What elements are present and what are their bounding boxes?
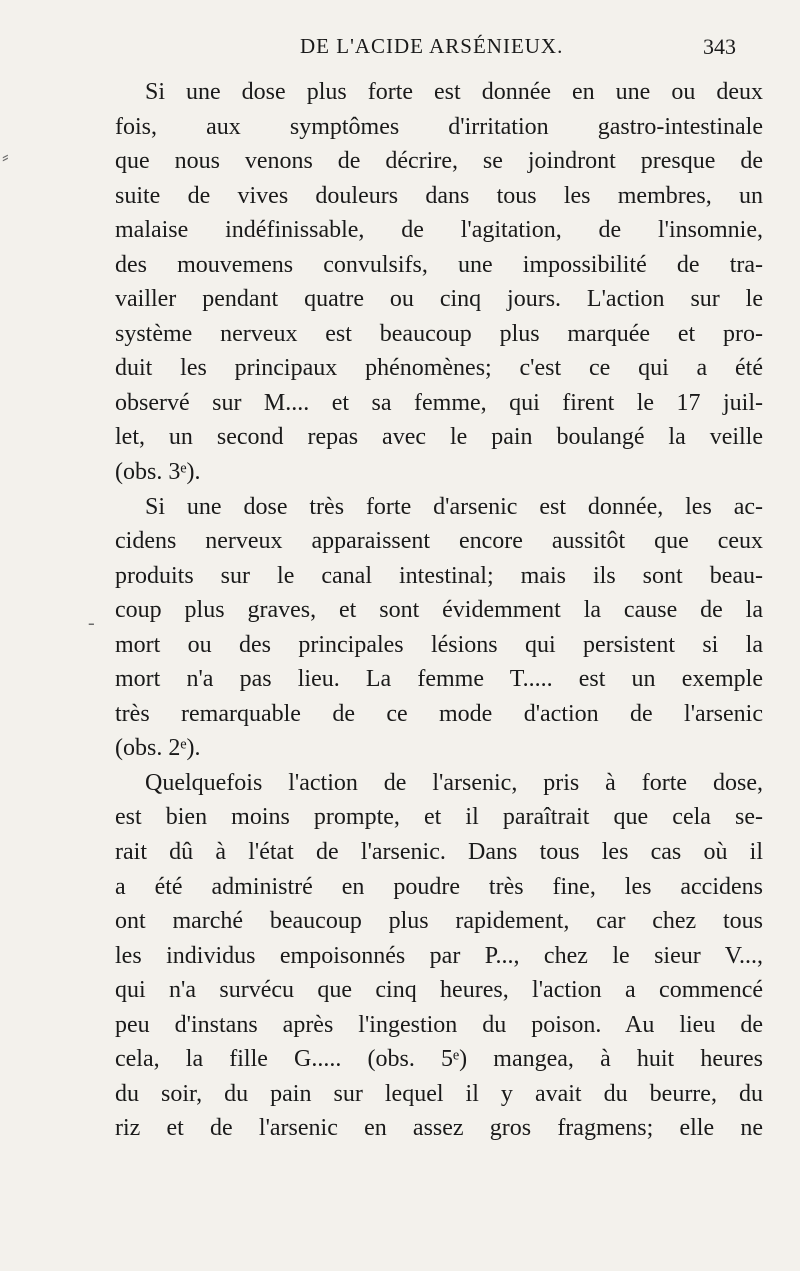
text-line: cidens nerveux apparaissent encore aussitôt que ceux xyxy=(115,528,763,555)
text-line: (obs. 2ᵉ). xyxy=(115,735,201,762)
running-title: DE L'ACIDE ARSÉNIEUX. xyxy=(300,34,564,58)
text-line: mort n'a pas lieu. La femme T..... est un exemple xyxy=(115,666,763,693)
text-line: des mouvemens convulsifs, une impossibilité de tra- xyxy=(115,251,763,278)
text-line: (obs. 3ᵉ). xyxy=(115,459,201,486)
text-line: mort ou des principales lésions qui persistent si la xyxy=(115,631,763,658)
text-line: coup plus graves, et sont évidemment la cause de la xyxy=(115,597,763,624)
text-line: fois, aux symptômes d'irritation gastro-intestinale xyxy=(115,113,763,140)
page-header xyxy=(0,34,800,68)
text-line: peu d'instans après l'ingestion du poison. Au lieu de xyxy=(115,1011,763,1038)
text-line: du soir, du pain sur lequel il y avait du beurre, du xyxy=(115,1080,763,1107)
text-line: malaise indéfinissable, de l'agitation, de l'insomnie, xyxy=(115,217,763,244)
text-line: ont marché beaucoup plus rapidement, car chez tous xyxy=(115,908,763,935)
text-line: riz et de l'arsenic en assez gros fragmens; elle ne xyxy=(115,1115,763,1142)
text-line: très remarquable de ce mode d'action de l'arsenic xyxy=(115,700,763,727)
text-line: a été administré en poudre très fine, les accidens xyxy=(115,873,763,900)
text-line: vailler pendant quatre ou cinq jours. L'action sur le xyxy=(115,286,763,313)
text-line: Si une dose très forte d'arsenic est donnée, les ac- xyxy=(145,493,763,520)
text-line: système nerveux est beaucoup plus marquée et pro- xyxy=(115,320,763,347)
text-line: suite de vives douleurs dans tous les membres, un xyxy=(115,182,763,209)
text-line: est bien moins prompte, et il paraîtrait que cela se- xyxy=(115,804,763,831)
margin-dash: - xyxy=(88,612,95,634)
text-line: cela, la fille G..... (obs. 5ᵉ) mangea, à huit heures xyxy=(115,1046,763,1073)
page-number: 343 xyxy=(703,34,736,59)
text-block xyxy=(115,75,763,1146)
text-line: let, un second repas avec le pain boulangé la veille xyxy=(115,424,763,451)
text-line: que nous venons de décrire, se joindront presque de xyxy=(115,148,763,175)
text-line: produits sur le canal intestinal; mais ils sont beau- xyxy=(115,562,763,589)
text-line: observé sur M.... et sa femme, qui firent le 17 juil- xyxy=(115,389,763,416)
text-line: rait dû à l'état de l'arsenic. Dans tous les cas où il xyxy=(115,839,763,866)
text-line: les individus empoisonnés par P..., chez le sieur V..., xyxy=(115,942,763,969)
text-line: duit les principaux phénomènes; c'est ce qui a été xyxy=(115,355,763,382)
text-line: Quelquefois l'action de l'arsenic, pris à forte dose, xyxy=(145,769,763,796)
margin-mark: ⸗ xyxy=(2,146,9,168)
text-line: Si une dose plus forte est donnée en une ou deux xyxy=(145,79,763,105)
text-line: qui n'a survécu que cinq heures, l'action a commencé xyxy=(115,977,763,1004)
